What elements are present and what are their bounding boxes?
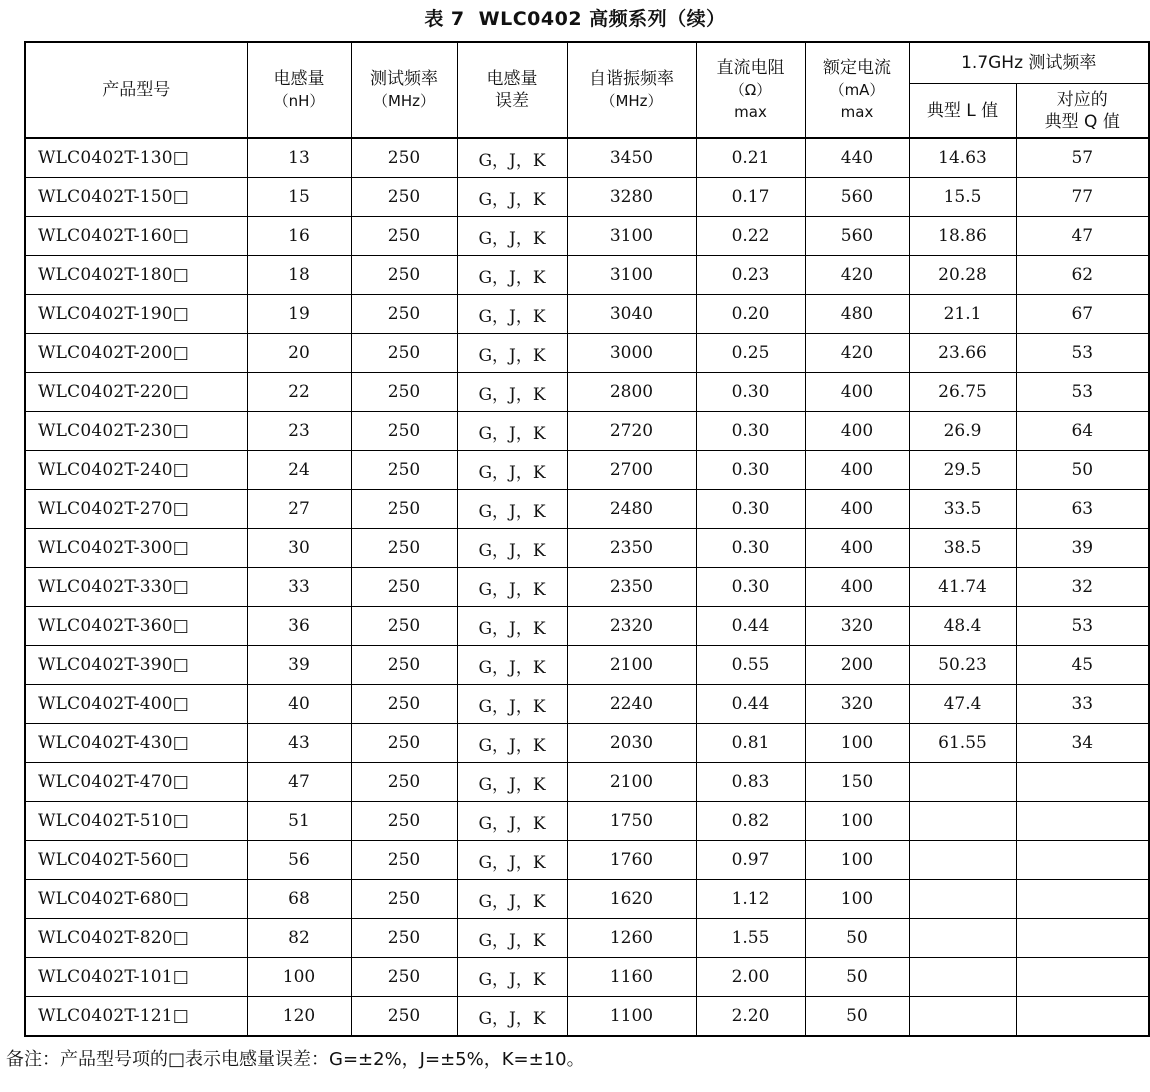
cell-srf: 2720: [567, 412, 696, 451]
cell-dcr: 0.97: [696, 841, 805, 880]
cell-tolerance: G，J，K: [457, 997, 567, 1037]
cell-model: WLC0402T-400□: [25, 685, 247, 724]
cell-typical-q: 62: [1016, 256, 1149, 295]
cell-rated-current: 50: [805, 958, 909, 997]
cell-model: WLC0402T-150□: [25, 178, 247, 217]
cell-tolerance: G，J，K: [457, 607, 567, 646]
col-header-inductance: 电感量 （nH）: [247, 42, 351, 138]
cell-model: WLC0402T-330□: [25, 568, 247, 607]
cell-typical-q: [1016, 880, 1149, 919]
cell-rated-current: 480: [805, 295, 909, 334]
cell-tolerance: G，J，K: [457, 802, 567, 841]
cell-test-frequency: 250: [351, 880, 457, 919]
cell-test-frequency: 250: [351, 256, 457, 295]
cell-inductance: 47: [247, 763, 351, 802]
cell-tolerance: G，J，K: [457, 178, 567, 217]
cell-inductance: 30: [247, 529, 351, 568]
cell-rated-current: 100: [805, 880, 909, 919]
table-row: [25, 919, 1149, 958]
cell-tolerance: G，J，K: [457, 412, 567, 451]
cell-dcr: 0.30: [696, 529, 805, 568]
col-group-header-1-7ghz: 1.7GHz 测试频率: [909, 42, 1149, 84]
cell-typical-q: 34: [1016, 724, 1149, 763]
cell-tolerance: G，J，K: [457, 724, 567, 763]
cell-model: WLC0402T-270□: [25, 490, 247, 529]
col-header-srf: 自谐振频率 （MHz）: [567, 42, 696, 138]
cell-dcr: 0.30: [696, 568, 805, 607]
cell-tolerance: G，J，K: [457, 138, 567, 178]
cell-typical-q: [1016, 841, 1149, 880]
table-row: [25, 295, 1149, 334]
cell-test-frequency: 250: [351, 334, 457, 373]
cell-test-frequency: 250: [351, 802, 457, 841]
cell-model: WLC0402T-180□: [25, 256, 247, 295]
cell-srf: 3450: [567, 138, 696, 178]
cell-inductance: 20: [247, 334, 351, 373]
cell-test-frequency: 250: [351, 685, 457, 724]
cell-inductance: 36: [247, 607, 351, 646]
cell-tolerance: G，J，K: [457, 529, 567, 568]
cell-model: WLC0402T-390□: [25, 646, 247, 685]
cell-dcr: 0.44: [696, 685, 805, 724]
cell-typical-q: 32: [1016, 568, 1149, 607]
cell-dcr: 0.55: [696, 646, 805, 685]
cell-dcr: 0.23: [696, 256, 805, 295]
cell-rated-current: 50: [805, 997, 909, 1037]
cell-tolerance: G，J，K: [457, 334, 567, 373]
cell-rated-current: 100: [805, 802, 909, 841]
cell-typical-l: 26.9: [909, 412, 1016, 451]
cell-srf: 3100: [567, 217, 696, 256]
cell-rated-current: 400: [805, 490, 909, 529]
cell-srf: 2100: [567, 646, 696, 685]
spec-table: [24, 41, 1150, 1037]
cell-inductance: 82: [247, 919, 351, 958]
cell-srf: 2350: [567, 529, 696, 568]
cell-srf: 1620: [567, 880, 696, 919]
cell-tolerance: G，J，K: [457, 763, 567, 802]
cell-typical-l: 14.63: [909, 138, 1016, 178]
cell-test-frequency: 250: [351, 919, 457, 958]
cell-typical-q: 47: [1016, 217, 1149, 256]
cell-model: WLC0402T-230□: [25, 412, 247, 451]
cell-dcr: 0.20: [696, 295, 805, 334]
table-row: [25, 685, 1149, 724]
cell-test-frequency: 250: [351, 373, 457, 412]
cell-typical-l: 41.74: [909, 568, 1016, 607]
cell-srf: 2240: [567, 685, 696, 724]
cell-inductance: 43: [247, 724, 351, 763]
cell-test-frequency: 250: [351, 451, 457, 490]
cell-test-frequency: 250: [351, 997, 457, 1037]
cell-typical-l: 21.1: [909, 295, 1016, 334]
table-row: [25, 256, 1149, 295]
cell-typical-q: 67: [1016, 295, 1149, 334]
cell-srf: 2320: [567, 607, 696, 646]
col-header-dcr: 直流电阻 （Ω） max: [696, 42, 805, 138]
cell-rated-current: 400: [805, 412, 909, 451]
cell-test-frequency: 250: [351, 490, 457, 529]
cell-inductance: 100: [247, 958, 351, 997]
cell-rated-current: 100: [805, 841, 909, 880]
cell-srf: 2800: [567, 373, 696, 412]
table-row: [25, 178, 1149, 217]
table-body: [25, 138, 1149, 1036]
cell-test-frequency: 250: [351, 763, 457, 802]
cell-tolerance: G，J，K: [457, 295, 567, 334]
cell-test-frequency: 250: [351, 138, 457, 178]
table-row: [25, 958, 1149, 997]
cell-srf: 3040: [567, 295, 696, 334]
cell-typical-q: 33: [1016, 685, 1149, 724]
cell-typical-q: 53: [1016, 334, 1149, 373]
col-header-model: 产品型号: [25, 42, 247, 138]
cell-tolerance: G，J，K: [457, 685, 567, 724]
cell-tolerance: G，J，K: [457, 919, 567, 958]
cell-inductance: 16: [247, 217, 351, 256]
table-row: [25, 646, 1149, 685]
cell-dcr: 2.20: [696, 997, 805, 1037]
cell-inductance: 22: [247, 373, 351, 412]
cell-inductance: 33: [247, 568, 351, 607]
cell-tolerance: G，J，K: [457, 217, 567, 256]
cell-dcr: 0.21: [696, 138, 805, 178]
cell-srf: 1750: [567, 802, 696, 841]
cell-tolerance: G，J，K: [457, 841, 567, 880]
cell-tolerance: G，J，K: [457, 451, 567, 490]
cell-srf: 1100: [567, 997, 696, 1037]
cell-typical-q: [1016, 802, 1149, 841]
cell-srf: 2030: [567, 724, 696, 763]
cell-tolerance: G，J，K: [457, 880, 567, 919]
cell-typical-l: [909, 841, 1016, 880]
cell-typical-q: 64: [1016, 412, 1149, 451]
cell-rated-current: 150: [805, 763, 909, 802]
table-row: [25, 880, 1149, 919]
cell-dcr: 0.22: [696, 217, 805, 256]
cell-typical-q: [1016, 997, 1149, 1037]
cell-rated-current: 200: [805, 646, 909, 685]
cell-model: WLC0402T-121□: [25, 997, 247, 1037]
cell-srf: 3000: [567, 334, 696, 373]
cell-rated-current: 320: [805, 607, 909, 646]
cell-test-frequency: 250: [351, 724, 457, 763]
table-row: [25, 841, 1149, 880]
table-row: [25, 490, 1149, 529]
table-row: [25, 451, 1149, 490]
table-header: [25, 42, 1149, 138]
col-header-test-frequency: 测试频率 （MHz）: [351, 42, 457, 138]
col-header-tolerance: 电感量 误差: [457, 42, 567, 138]
cell-model: WLC0402T-680□: [25, 880, 247, 919]
cell-typical-q: 50: [1016, 451, 1149, 490]
cell-srf: 3280: [567, 178, 696, 217]
cell-tolerance: G，J，K: [457, 490, 567, 529]
cell-typical-l: [909, 919, 1016, 958]
table-row: [25, 997, 1149, 1037]
cell-srf: 1760: [567, 841, 696, 880]
table-row: [25, 763, 1149, 802]
table-row: [25, 607, 1149, 646]
cell-typical-l: 29.5: [909, 451, 1016, 490]
cell-test-frequency: 250: [351, 529, 457, 568]
cell-inductance: 23: [247, 412, 351, 451]
table-row: [25, 334, 1149, 373]
cell-model: WLC0402T-101□: [25, 958, 247, 997]
cell-dcr: 1.12: [696, 880, 805, 919]
cell-model: WLC0402T-300□: [25, 529, 247, 568]
cell-inductance: 68: [247, 880, 351, 919]
cell-model: WLC0402T-820□: [25, 919, 247, 958]
cell-dcr: 0.30: [696, 451, 805, 490]
cell-srf: 1160: [567, 958, 696, 997]
cell-typical-l: [909, 958, 1016, 997]
cell-rated-current: 560: [805, 217, 909, 256]
cell-dcr: 2.00: [696, 958, 805, 997]
cell-model: WLC0402T-200□: [25, 334, 247, 373]
cell-inductance: 51: [247, 802, 351, 841]
cell-rated-current: 400: [805, 568, 909, 607]
cell-test-frequency: 250: [351, 217, 457, 256]
cell-model: WLC0402T-190□: [25, 295, 247, 334]
cell-typical-q: 53: [1016, 373, 1149, 412]
cell-test-frequency: 250: [351, 568, 457, 607]
table-row: [25, 802, 1149, 841]
cell-dcr: 0.30: [696, 412, 805, 451]
cell-dcr: 0.30: [696, 373, 805, 412]
cell-inductance: 27: [247, 490, 351, 529]
cell-test-frequency: 250: [351, 178, 457, 217]
cell-typical-l: 38.5: [909, 529, 1016, 568]
cell-dcr: 0.81: [696, 724, 805, 763]
cell-tolerance: G，J，K: [457, 373, 567, 412]
col-header-rated-current: 额定电流 （mA） max: [805, 42, 909, 138]
cell-srf: 1260: [567, 919, 696, 958]
cell-model: WLC0402T-220□: [25, 373, 247, 412]
table-row: [25, 529, 1149, 568]
cell-srf: 2700: [567, 451, 696, 490]
cell-typical-q: 53: [1016, 607, 1149, 646]
cell-typical-l: 33.5: [909, 490, 1016, 529]
cell-model: WLC0402T-560□: [25, 841, 247, 880]
cell-typical-q: [1016, 919, 1149, 958]
cell-inductance: 19: [247, 295, 351, 334]
cell-rated-current: 400: [805, 451, 909, 490]
cell-inductance: 120: [247, 997, 351, 1037]
cell-srf: 2100: [567, 763, 696, 802]
cell-typical-l: [909, 997, 1016, 1037]
cell-rated-current: 420: [805, 256, 909, 295]
cell-rated-current: 420: [805, 334, 909, 373]
cell-model: WLC0402T-510□: [25, 802, 247, 841]
cell-rated-current: 320: [805, 685, 909, 724]
cell-dcr: 0.30: [696, 490, 805, 529]
cell-inductance: 40: [247, 685, 351, 724]
table-row: [25, 724, 1149, 763]
cell-typical-l: 50.23: [909, 646, 1016, 685]
cell-typical-l: [909, 880, 1016, 919]
cell-test-frequency: 250: [351, 841, 457, 880]
cell-rated-current: 100: [805, 724, 909, 763]
col-header-typical-q: 对应的 典型 Q 值: [1016, 84, 1149, 139]
cell-model: WLC0402T-470□: [25, 763, 247, 802]
cell-model: WLC0402T-130□: [25, 138, 247, 178]
cell-test-frequency: 250: [351, 646, 457, 685]
cell-model: WLC0402T-160□: [25, 217, 247, 256]
cell-rated-current: 560: [805, 178, 909, 217]
cell-inductance: 15: [247, 178, 351, 217]
cell-srf: 3100: [567, 256, 696, 295]
table-row: [25, 373, 1149, 412]
table-row: [25, 217, 1149, 256]
cell-dcr: 0.44: [696, 607, 805, 646]
cell-typical-l: 48.4: [909, 607, 1016, 646]
cell-inductance: 18: [247, 256, 351, 295]
cell-typical-q: 77: [1016, 178, 1149, 217]
cell-tolerance: G，J，K: [457, 646, 567, 685]
cell-typical-l: [909, 802, 1016, 841]
cell-typical-q: [1016, 958, 1149, 997]
cell-typical-l: 23.66: [909, 334, 1016, 373]
cell-tolerance: G，J，K: [457, 958, 567, 997]
cell-srf: 2350: [567, 568, 696, 607]
cell-dcr: 0.25: [696, 334, 805, 373]
cell-tolerance: G，J，K: [457, 256, 567, 295]
cell-typical-q: 39: [1016, 529, 1149, 568]
cell-inductance: 13: [247, 138, 351, 178]
cell-model: WLC0402T-430□: [25, 724, 247, 763]
footnote: 备注：产品型号项的□表示电感量误差：G=±2%，J=±5%，K=±10。: [6, 1049, 585, 1070]
cell-typical-l: 18.86: [909, 217, 1016, 256]
col-header-typical-l: 典型 L 值: [909, 84, 1016, 139]
cell-tolerance: G，J，K: [457, 568, 567, 607]
cell-inductance: 56: [247, 841, 351, 880]
cell-typical-l: 61.55: [909, 724, 1016, 763]
table-row: [25, 412, 1149, 451]
cell-inductance: 24: [247, 451, 351, 490]
cell-srf: 2480: [567, 490, 696, 529]
table-title: [0, 4, 1150, 34]
cell-inductance: 39: [247, 646, 351, 685]
table-caption: WLC0402 高频系列（续）: [478, 8, 726, 30]
cell-typical-q: [1016, 763, 1149, 802]
table-row: [25, 568, 1149, 607]
cell-typical-q: 57: [1016, 138, 1149, 178]
cell-dcr: 1.55: [696, 919, 805, 958]
table-number: 表 7: [424, 8, 465, 30]
table-row: [25, 138, 1149, 178]
cell-test-frequency: 250: [351, 958, 457, 997]
cell-typical-l: 47.4: [909, 685, 1016, 724]
cell-typical-l: 20.28: [909, 256, 1016, 295]
cell-dcr: 0.82: [696, 802, 805, 841]
cell-test-frequency: 250: [351, 295, 457, 334]
cell-test-frequency: 250: [351, 607, 457, 646]
cell-rated-current: 50: [805, 919, 909, 958]
cell-typical-l: 15.5: [909, 178, 1016, 217]
cell-typical-q: 45: [1016, 646, 1149, 685]
cell-model: WLC0402T-360□: [25, 607, 247, 646]
cell-dcr: 0.17: [696, 178, 805, 217]
cell-dcr: 0.83: [696, 763, 805, 802]
cell-typical-l: 26.75: [909, 373, 1016, 412]
cell-typical-q: 63: [1016, 490, 1149, 529]
cell-rated-current: 400: [805, 373, 909, 412]
cell-rated-current: 440: [805, 138, 909, 178]
cell-model: WLC0402T-240□: [25, 451, 247, 490]
cell-typical-l: [909, 763, 1016, 802]
cell-test-frequency: 250: [351, 412, 457, 451]
cell-rated-current: 400: [805, 529, 909, 568]
